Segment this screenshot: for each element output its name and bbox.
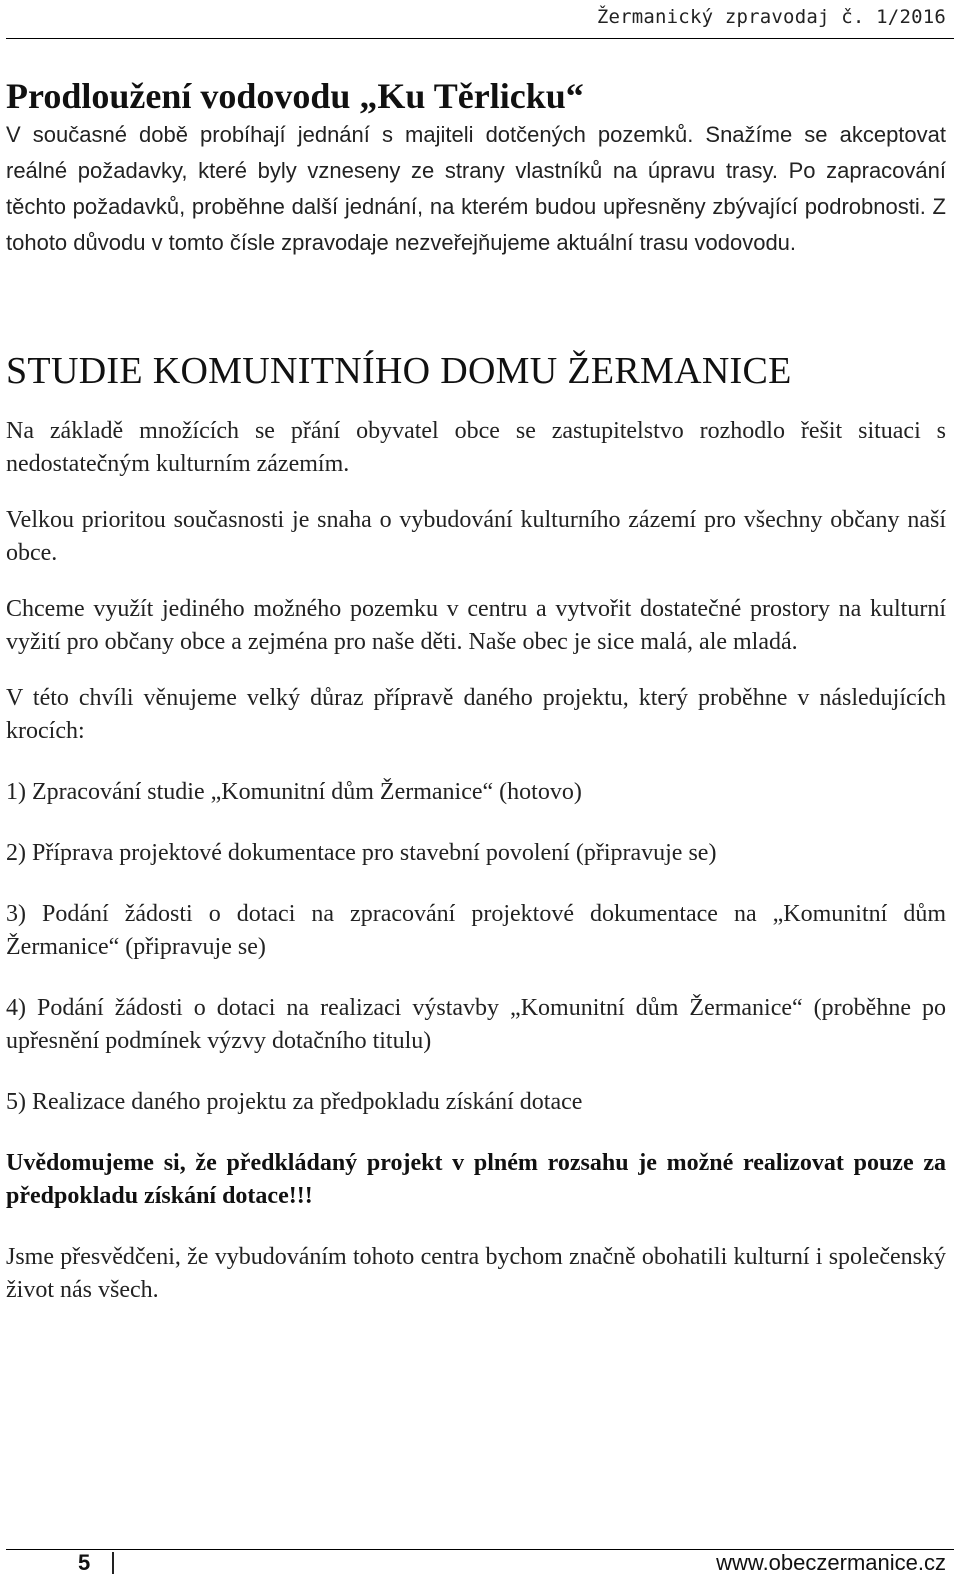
footer-separator — [112, 1552, 114, 1574]
article-heading-community-house: STUDIE KOMUNITNÍHO DOMU ŽERMANICE — [6, 350, 792, 392]
page-content — [6, 75, 946, 1307]
step-item-2: 2) Příprava projektové dokumentace pro stavební povolení (připravuje se) — [6, 840, 717, 866]
paragraph-plan: Chceme využít jediného možného pozemku v centru a vytvořit dostatečné prostory na kulturní vyžití pro občany obce a zejména pro naše děti. Naše obec je sice malá, ale mladá. — [6, 596, 946, 655]
header-divider — [6, 38, 954, 39]
step-item-1: 1) Zpracování studie „Komunitní dům Žermanice“ (hotovo) — [6, 779, 582, 805]
step-item-3: 3) Podání žádosti o dotaci na zpracování projektové dokumentace na „Komunitní dům Žermanice“ (připravuje se) — [6, 901, 946, 960]
paragraph-priority: Velkou prioritou současnosti je snaha o vybudování kulturního zázemí pro všechny občany naší obce. — [6, 507, 946, 566]
paragraph-steps-intro: V této chvíli věnujeme velký důraz přípravě daného projektu, který proběhne v následujících krocích: — [6, 685, 946, 744]
step-item-4: 4) Podání žádosti o dotaci na realizaci výstavby „Komunitní dům Žermanice“ (proběhne po upřesnění podmínek výzvy dotačního titulu) — [6, 995, 946, 1054]
closing-paragraph: Jsme přesvědčeni, že vybudováním tohoto centra bychom značně obohatili kulturní i společenský život nás všech. — [6, 1244, 946, 1303]
emphasis-note: Uvědomujeme si, že předkládaný projekt v plném rozsahu je možné realizovat pouze za předpokladu získání dotace!!! — [6, 1150, 946, 1209]
step-item-5: 5) Realizace daného projektu za předpokladu získání dotace — [6, 1089, 583, 1115]
page-number: 5 — [78, 1550, 91, 1575]
article-text-water-main: V současné době probíhají jednání s majiteli dotčených pozemků. Snažíme se akceptovat reálné požadavky, které byly vzneseny ze strany vlastníků na úpravu trasy. Po zapracování těchto požadavků, proběhne další jednání, na kterém budou upřesněny zbývající podrobnosti. Z tohoto důvodu v tomto čísle zpravodaje nezveřejňujeme aktuální trasu vodovodu. — [6, 122, 946, 255]
article-heading-water-main: Prodloužení vodovodu „Ku Těrlicku“ — [6, 76, 584, 116]
newsletter-header-title: Žermanický zpravodaj č. 1/2016 — [596, 6, 946, 28]
paragraph-intro: Na základě množících se přání obyvatel obce se zastupitelstvo rozhodlo řešit situaci s nedostatečným kulturním zázemím. — [6, 418, 946, 477]
footer-website-url: www.obeczermanice.cz — [716, 1550, 946, 1575]
